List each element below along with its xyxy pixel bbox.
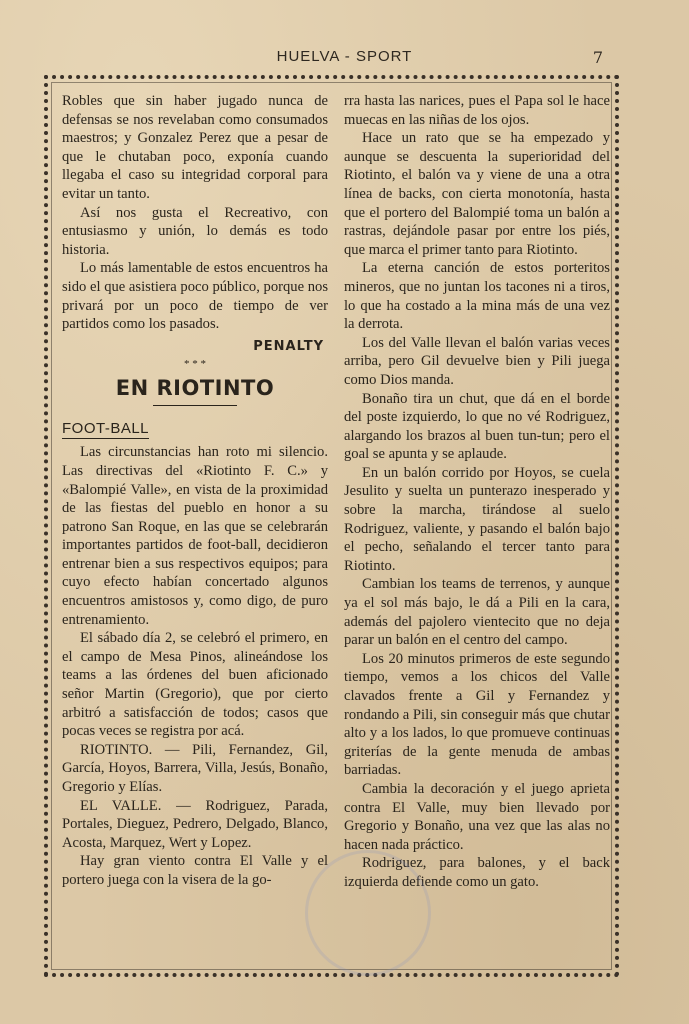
running-title: HUELVA - SPORT	[276, 48, 413, 65]
author-signature: PENALTY	[253, 338, 324, 354]
team-lineup-el-valle: EL VALLE. — Rodriguez, Parada, Portales, Dieguez, Pedrero, Delgado, Blanco, Acosta, Marquez, Wert y Lopez.	[62, 797, 328, 851]
paragraph: Así nos gusta el Recreativo, con entusiasmo y unión, lo demás es todo historia.	[62, 204, 328, 258]
paragraph: Bonaño tira un chut, que dá en el borde del poste izquierdo, lo que no vé Rodriguez, alargando los brazos al buen tun-tun; pero el goal se apunta y se aplaude.	[344, 390, 610, 463]
paragraph: Hace un rato que se ha empezado y aunque se descuenta la superioridad del Riotinto, el balón va y viene de una a otra línea de backs, con cierta monotonía, hasta que el portero del Balompié toma un balón a rastras, dejándole pasar por entre los piés, que marca el primer tanto para Riotinto.	[344, 130, 610, 258]
paragraph: rra hasta las narices, pues el Papa sol le hace muecas en las niñas de los ojos.	[344, 93, 610, 128]
paragraph: Robles que sin haber jugado nunca de defensas se nos revelaban como consumados maestros; y Gonzalez Perez que a pesar de que le chutaban poco, exponía cuando llegaba el caso su integridad corporal para evitar un tanto.	[62, 93, 328, 202]
paragraph: El sábado día 2, se celebró el primero, en el campo de Mesa Pinos, alineándose los teams a las órdenes del buen aficionado señor Martin (Gregorio), que por cierto arbitró a satisfacción de todos; casos que pocas veces se registra por acá.	[62, 630, 328, 740]
paragraph: La eterna canción de estos porteritos mineros, que no juntan los tacones ni a tiros, lo que ha costado a la mina más de una vez la derrota.	[344, 260, 610, 333]
paragraph: Las circunstancias han roto mi silencio. Las directivas del «Riotinto F. C.» y «Balompié Valle», en vista de la proximidad de las fiestas del pueblo en honor a su patrono San Roque, en las que se celebrarán importantes partidos de foot-ball, decidieron entrenar bien a sus respectivos equipos; para cuyo efecto habían concertado algunos encuentros amistosos y, como digo, de puro entrenamiento.	[62, 444, 328, 628]
paragraph: Lo más lamentable de estos encuentros ha sido el que asistiera poco público, porque nos privará por un poco de tiempo de ver partidos como los pasados.	[62, 260, 328, 333]
paragraph: Hay gran viento contra El Valle y el portero juega con la visera de la go-	[62, 853, 328, 888]
page-header	[0, 48, 689, 70]
page-number: 7	[592, 48, 603, 67]
paragraph: En un balón corrido por Hoyos, se cuela Jesulito y suelta un punterazo inesperado y sobre la marcha, tirándose al suelo Rodriguez, valiente, y pasando el balón bajo el pecho, señalando el tercer tanto para Riotinto.	[344, 464, 610, 574]
section-subheading: FOOT-BALL	[62, 420, 150, 438]
title-rule	[153, 405, 237, 406]
right-column	[344, 92, 610, 892]
paragraph: Los del Valle llevan el balón varias veces arriba, pero Gil devuelve bien y Pili juega como Dios manda.	[344, 334, 610, 388]
paragraph: Cambia la decoración y el juego aprieta contra El Valle, muy bien llevado por Gregorio y Bonaño, una vez que las alas no hacen nada práctico.	[344, 780, 610, 853]
left-column	[62, 92, 328, 890]
paragraph: Los 20 minutos primeros de este segundo tiempo, vemos a los chicos del Valle clavados frente a Gil y Fernandez y rondando a Pili, sin conseguir más que chutar alto y a los lados, lo que promueve continuas griterías de la gente menuda de ambas barriadas.	[344, 650, 610, 779]
paragraph: Rodriguez, para balones, y el back izquierda defiende como un gato.	[344, 855, 610, 890]
paragraph: Cambian los teams de terrenos, y aunque ya el sol más bajo, le dá a Pili en la cara, además del pajolero vientecito que no deja parar un balón en el centro del campo.	[344, 576, 610, 649]
asterism-separator: * * *	[184, 358, 206, 371]
section-title: EN RIOTINTO	[115, 376, 275, 401]
team-lineup-riotinto: RIOTINTO. — Pili, Fernandez, Gil, García, Hoyos, Barrera, Villa, Jesús, Bonaño, Gregorio y Elías.	[62, 741, 328, 795]
